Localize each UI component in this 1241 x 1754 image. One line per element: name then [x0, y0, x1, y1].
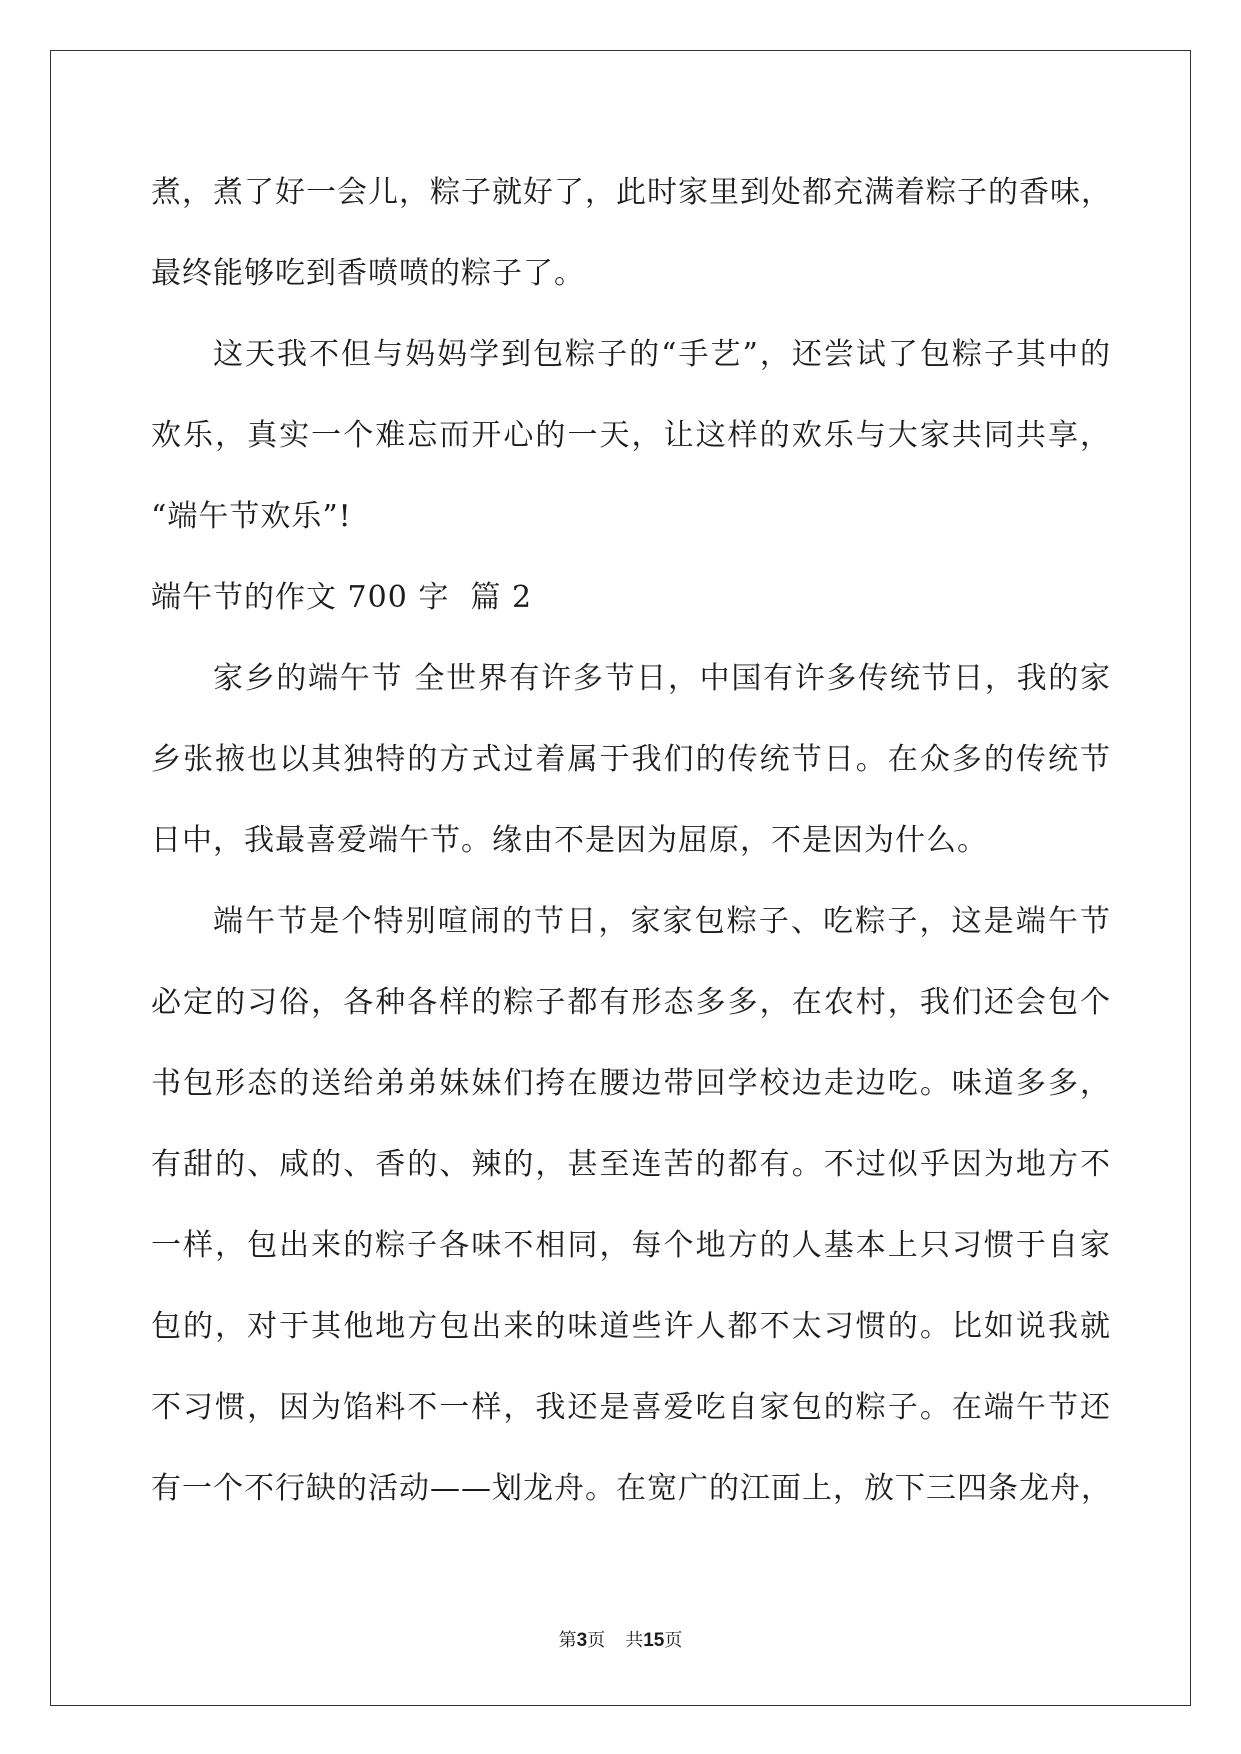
- section-heading: 端午节的作文 700 字 篇 2: [151, 580, 533, 615]
- text-line: 有一个不行缺的活动——划龙舟。在宽广的江面上，放下三四条龙舟，: [151, 1471, 1112, 1506]
- page-footer: [0, 1628, 1241, 1654]
- total-pages-number: 15: [643, 1630, 665, 1651]
- text-line: 有甜的、咸的、香的、辣的，甚至连苦的都有。不过似乎因为地方不: [151, 1147, 1111, 1182]
- text-line: 必定的习俗，各种各样的粽子都有形态多多，在农村，我们还会包个: [151, 985, 1111, 1020]
- text-line: 包的，对于其他地方包出来的味道些许人都不太习惯的。比如说我就: [151, 1309, 1111, 1344]
- current-page-number: 3: [576, 1630, 588, 1651]
- text-line: “端午节欢乐”!: [151, 499, 352, 534]
- document-body: [151, 152, 1111, 1529]
- text-line: 一样，包出来的粽子各味不相同，每个地方的人基本上只习惯于自家: [151, 1228, 1111, 1263]
- page-prefix: 第: [558, 1630, 577, 1651]
- total-suffix: 页: [664, 1630, 683, 1651]
- paragraph: [151, 152, 1111, 314]
- text-line: 这天我不但与妈妈学到包粽子的“手艺”，还尝试了包粽子其中的: [213, 337, 1111, 372]
- text-line: 端午节是个特别喧闹的节日，家家包粽子、吃粽子，这是端午节: [213, 904, 1111, 939]
- text-line: 书包形态的送给弟弟妹妹们挎在腰边带回学校边走边吃。味道多多，: [151, 1066, 1111, 1101]
- text-line: 最终能够吃到香喷喷的粽子了。: [151, 256, 585, 291]
- paragraph: [151, 314, 1111, 557]
- text-line: 日中，我最喜爱端午节。缘由不是因为屈原，不是因为什么。: [151, 823, 988, 858]
- text-line: 乡张掖也以其独特的方式过着属于我们的传统节日。在众多的传统节: [151, 742, 1111, 777]
- total-prefix: 共: [625, 1630, 644, 1651]
- text-line: 家乡的端午节 全世界有许多节日，中国有许多传统节日，我的家: [213, 661, 1111, 696]
- paragraph: [151, 881, 1111, 1529]
- text-line: 煮，煮了好一会儿，粽子就好了，此时家里到处都充满着粽子的香味，: [151, 175, 1112, 210]
- paragraph: [151, 638, 1111, 881]
- text-line: 不习惯，因为馅料不一样，我还是喜爱吃自家包的粽子。在端午节还: [151, 1390, 1111, 1425]
- text-line: 欢乐，真实一个难忘而开心的一天，让这样的欢乐与大家共同共享，: [151, 418, 1111, 453]
- page-suffix: 页: [587, 1630, 606, 1651]
